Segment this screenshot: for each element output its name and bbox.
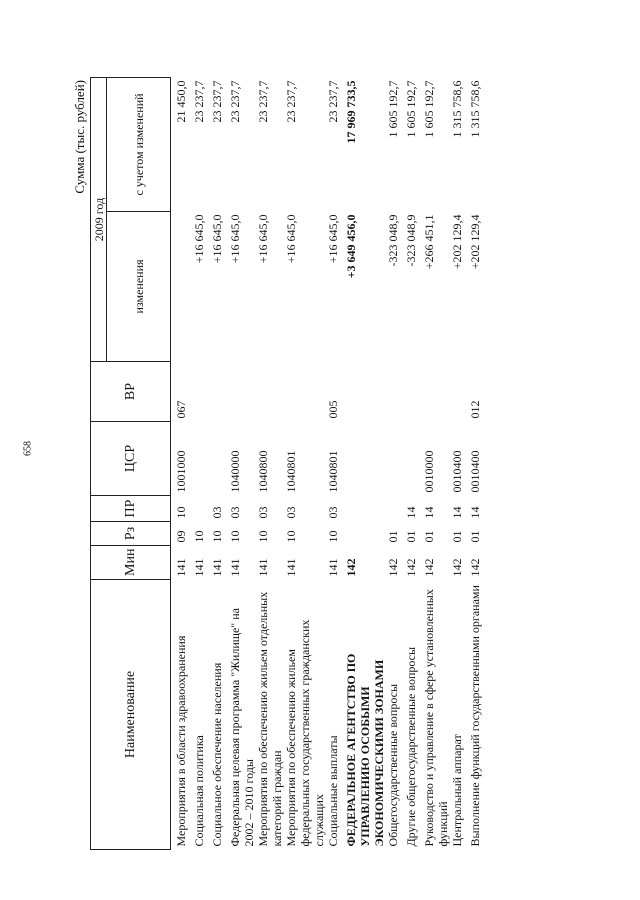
row-csr bbox=[192, 422, 210, 496]
row-min: 141 bbox=[228, 558, 242, 577]
row-total: 23 237,7 bbox=[256, 80, 270, 123]
table-row-agency bbox=[344, 77, 386, 849]
row-rz: 01 bbox=[404, 530, 418, 543]
row-min: 141 bbox=[326, 558, 340, 577]
row-changes: +3 649 456,0 bbox=[344, 214, 358, 279]
table-caption: Сумма (тыс. рублей) bbox=[72, 80, 87, 194]
row-pr: 14 bbox=[450, 506, 464, 519]
row-name: Общегосударственные вопросы bbox=[386, 683, 400, 847]
row-changes: +16 645,0 bbox=[284, 214, 298, 264]
row-csr: 0010400 bbox=[468, 450, 482, 493]
row-name: Федеральная целевая программа "Жилище" на 2002 – 2010 годы bbox=[228, 608, 256, 847]
row-changes: +16 645,0 bbox=[210, 214, 224, 264]
row-rz: 01 bbox=[422, 530, 436, 543]
row-min: 142 bbox=[386, 558, 400, 577]
row-name: Руководство и управление в сфере установленных функций bbox=[422, 589, 450, 847]
row-rz: 01 bbox=[450, 530, 464, 543]
table-row bbox=[468, 77, 486, 849]
row-vr bbox=[228, 362, 256, 422]
row-rz: 10 bbox=[192, 530, 206, 543]
row-rz: 10 bbox=[326, 530, 340, 543]
row-name: Социальная политика bbox=[192, 735, 206, 847]
row-pr: 14 bbox=[422, 506, 436, 519]
row-rz: 10 bbox=[256, 530, 270, 543]
row-total: 1 315 758,6 bbox=[450, 80, 464, 138]
row-csr bbox=[386, 422, 404, 496]
row-changes: +202 129,4 bbox=[450, 214, 464, 270]
row-rz bbox=[344, 522, 386, 546]
row-vr bbox=[210, 362, 228, 422]
row-changes: +16 645,0 bbox=[228, 214, 242, 264]
row-changes: +266 451,1 bbox=[422, 214, 436, 270]
table-body bbox=[171, 77, 487, 849]
row-pr: 03 bbox=[326, 506, 340, 519]
table-row bbox=[228, 77, 256, 849]
table-row bbox=[192, 77, 210, 849]
row-changes: +16 645,0 bbox=[256, 214, 270, 264]
row-changes bbox=[171, 212, 193, 362]
row-min: 141 bbox=[284, 558, 298, 577]
row-csr: 1001000 bbox=[174, 450, 188, 493]
row-name: Центральный аппарат bbox=[450, 734, 464, 847]
row-changes: -323 048,9 bbox=[386, 214, 400, 267]
row-total: 23 237,7 bbox=[326, 80, 340, 123]
row-min: 142 bbox=[468, 558, 482, 577]
row-total: 23 237,7 bbox=[284, 80, 298, 123]
row-total: 21 450,0 bbox=[174, 80, 188, 123]
header-changes: изменения bbox=[107, 212, 171, 362]
row-changes: +202 129,4 bbox=[468, 214, 482, 270]
row-csr: 1040800 bbox=[256, 450, 270, 493]
page-number: 658 bbox=[22, 441, 34, 456]
row-pr: 03 bbox=[284, 506, 298, 519]
row-rz: 09 bbox=[174, 530, 188, 543]
row-csr bbox=[404, 422, 422, 496]
header-year: 2009 год bbox=[91, 77, 107, 361]
row-pr: 10 bbox=[174, 506, 188, 519]
table-row bbox=[256, 77, 284, 849]
row-pr bbox=[386, 496, 404, 522]
row-vr: 012 bbox=[468, 400, 482, 419]
table-row bbox=[284, 77, 326, 849]
row-total: 1 605 192,7 bbox=[404, 80, 418, 138]
table-row bbox=[386, 77, 404, 849]
row-name: Выполнение функций государственными органами bbox=[468, 585, 482, 847]
row-name: Другие общегосударственные вопросы bbox=[404, 646, 418, 847]
row-csr: 0010400 bbox=[450, 450, 464, 493]
row-csr: 1040000 bbox=[228, 450, 242, 493]
row-vr bbox=[256, 362, 284, 422]
row-total: 1 605 192,7 bbox=[386, 80, 400, 138]
row-rz: 01 bbox=[386, 530, 400, 543]
row-vr bbox=[284, 362, 326, 422]
table-row bbox=[404, 77, 422, 849]
row-pr bbox=[344, 496, 386, 522]
row-changes: -323 048,9 bbox=[404, 214, 418, 267]
row-pr: 03 bbox=[228, 506, 242, 519]
row-min: 142 bbox=[450, 558, 464, 577]
header-min: Мин bbox=[91, 546, 171, 580]
row-min: 141 bbox=[192, 558, 206, 577]
row-vr bbox=[450, 362, 468, 422]
row-name: Мероприятия по обеспечению жильем федеральных государственных гражданских служащих bbox=[284, 619, 326, 847]
table-row bbox=[171, 77, 193, 849]
row-vr bbox=[422, 362, 450, 422]
budget-table bbox=[90, 77, 486, 850]
header-vr: ВР bbox=[91, 362, 171, 422]
row-changes: +16 645,0 bbox=[192, 214, 206, 264]
row-pr: 14 bbox=[404, 506, 418, 519]
header-pr: ПР bbox=[91, 496, 171, 522]
row-changes: +16 645,0 bbox=[326, 214, 340, 264]
row-vr: 005 bbox=[326, 400, 340, 419]
row-total: 23 237,7 bbox=[210, 80, 224, 123]
row-csr bbox=[344, 422, 386, 496]
row-vr: 067 bbox=[174, 400, 188, 419]
row-pr bbox=[192, 496, 210, 522]
table-header bbox=[91, 77, 171, 849]
header-name: Наименование bbox=[91, 580, 171, 850]
row-rz: 10 bbox=[284, 530, 298, 543]
row-rz: 01 bbox=[468, 530, 482, 543]
row-vr bbox=[344, 362, 386, 422]
row-total: 23 237,7 bbox=[192, 80, 206, 123]
row-min: 141 bbox=[256, 558, 270, 577]
header-csr: ЦСР bbox=[91, 422, 171, 496]
row-csr bbox=[210, 422, 228, 496]
row-vr bbox=[192, 362, 210, 422]
table-row bbox=[210, 77, 228, 849]
row-total: 1 315 758,6 bbox=[468, 80, 482, 138]
table-row bbox=[422, 77, 450, 849]
row-min: 141 bbox=[174, 558, 188, 577]
row-total: 23 237,7 bbox=[228, 80, 242, 123]
row-csr: 0010000 bbox=[422, 450, 436, 493]
header-with-changes: с учетом изменений bbox=[107, 77, 171, 211]
row-vr bbox=[386, 362, 404, 422]
rotated-page bbox=[60, 50, 620, 850]
row-min: 142 bbox=[344, 558, 358, 577]
row-vr bbox=[404, 362, 422, 422]
row-name: Мероприятия в области здравоохранения bbox=[174, 635, 188, 847]
row-rz: 10 bbox=[228, 530, 242, 543]
row-pr: 14 bbox=[468, 506, 482, 519]
row-name: Социальные выплаты bbox=[326, 735, 340, 847]
row-min: 142 bbox=[404, 558, 418, 577]
row-total: 1 605 192,7 bbox=[422, 80, 436, 138]
row-min: 142 bbox=[422, 558, 436, 577]
row-csr: 1040801 bbox=[326, 450, 340, 493]
header-rz: Рз bbox=[91, 522, 171, 546]
row-name: ФЕДЕРАЛЬНОЕ АГЕНТСТВО ПО УПРАВЛЕНИЮ ОСОБЫМИ ЭКОНОМИЧЕСКИМИ ЗОНАМИ bbox=[344, 653, 386, 847]
table-row bbox=[450, 77, 468, 849]
row-csr: 1040801 bbox=[284, 450, 298, 493]
row-rz: 10 bbox=[210, 530, 224, 543]
row-min: 141 bbox=[210, 558, 224, 577]
row-pr: 03 bbox=[210, 506, 224, 519]
row-name: Мероприятия по обеспечению жильем отдельных категорий граждан bbox=[256, 591, 284, 847]
row-pr: 03 bbox=[256, 506, 270, 519]
row-name: Социальное обеспечение населения bbox=[210, 662, 224, 847]
table-row bbox=[326, 77, 344, 849]
row-total: 17 969 733,5 bbox=[344, 80, 358, 144]
